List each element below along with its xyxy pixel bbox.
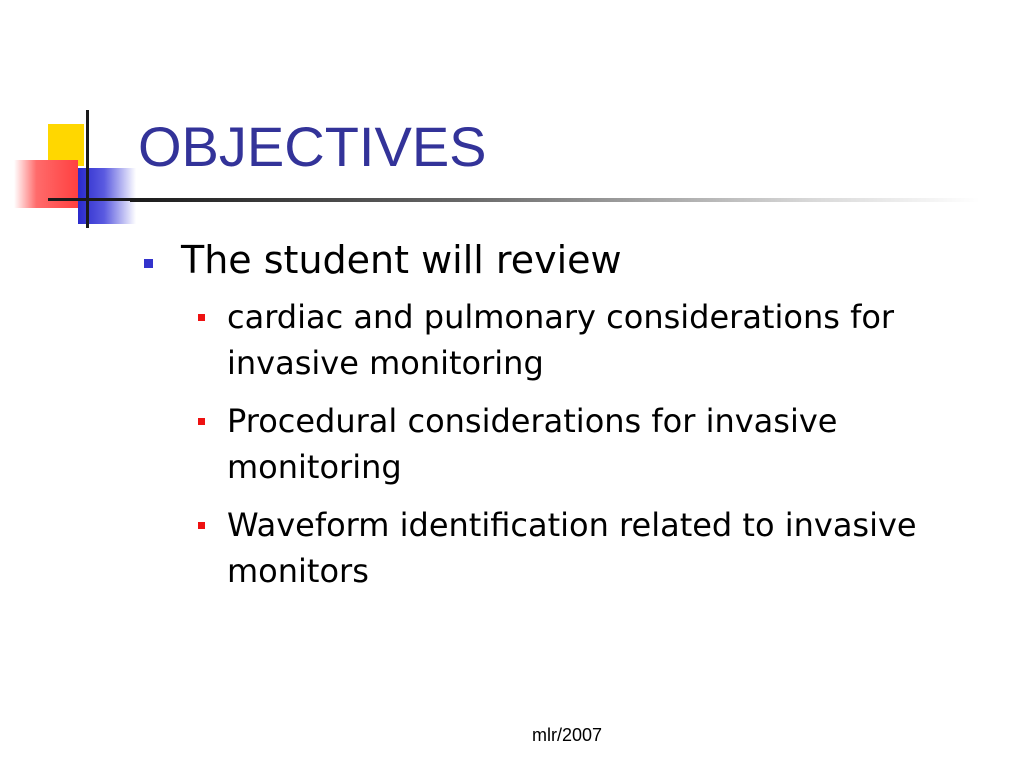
sub-bullet-text: Waveform identification related to invasive monitors xyxy=(227,506,917,590)
decorative-logo xyxy=(0,0,150,240)
blue-square-bullet-icon xyxy=(144,259,153,268)
red-square-bullet-icon xyxy=(198,314,205,321)
bullet-level1 xyxy=(144,232,994,288)
sub-bullet-item xyxy=(144,502,994,594)
red-square-bullet-icon xyxy=(198,522,205,529)
logo-vertical-line xyxy=(86,110,89,228)
sub-bullet-text: cardiac and pulmonary considerations for invasive monitoring xyxy=(227,298,895,382)
slide-title: OBJECTIVES xyxy=(138,115,487,178)
slide-body xyxy=(144,232,994,606)
title-underline-rule xyxy=(130,198,980,202)
slide-footer: mlr/2007 xyxy=(532,725,603,745)
red-square-bullet-icon xyxy=(198,418,205,425)
sub-bullet-item xyxy=(144,398,994,490)
sub-bullet-item xyxy=(144,294,994,386)
bullet-level1-text: The student will review xyxy=(181,238,622,282)
sub-bullet-list xyxy=(144,294,994,594)
sub-bullet-text: Procedural considerations for invasive monitoring xyxy=(227,402,838,486)
